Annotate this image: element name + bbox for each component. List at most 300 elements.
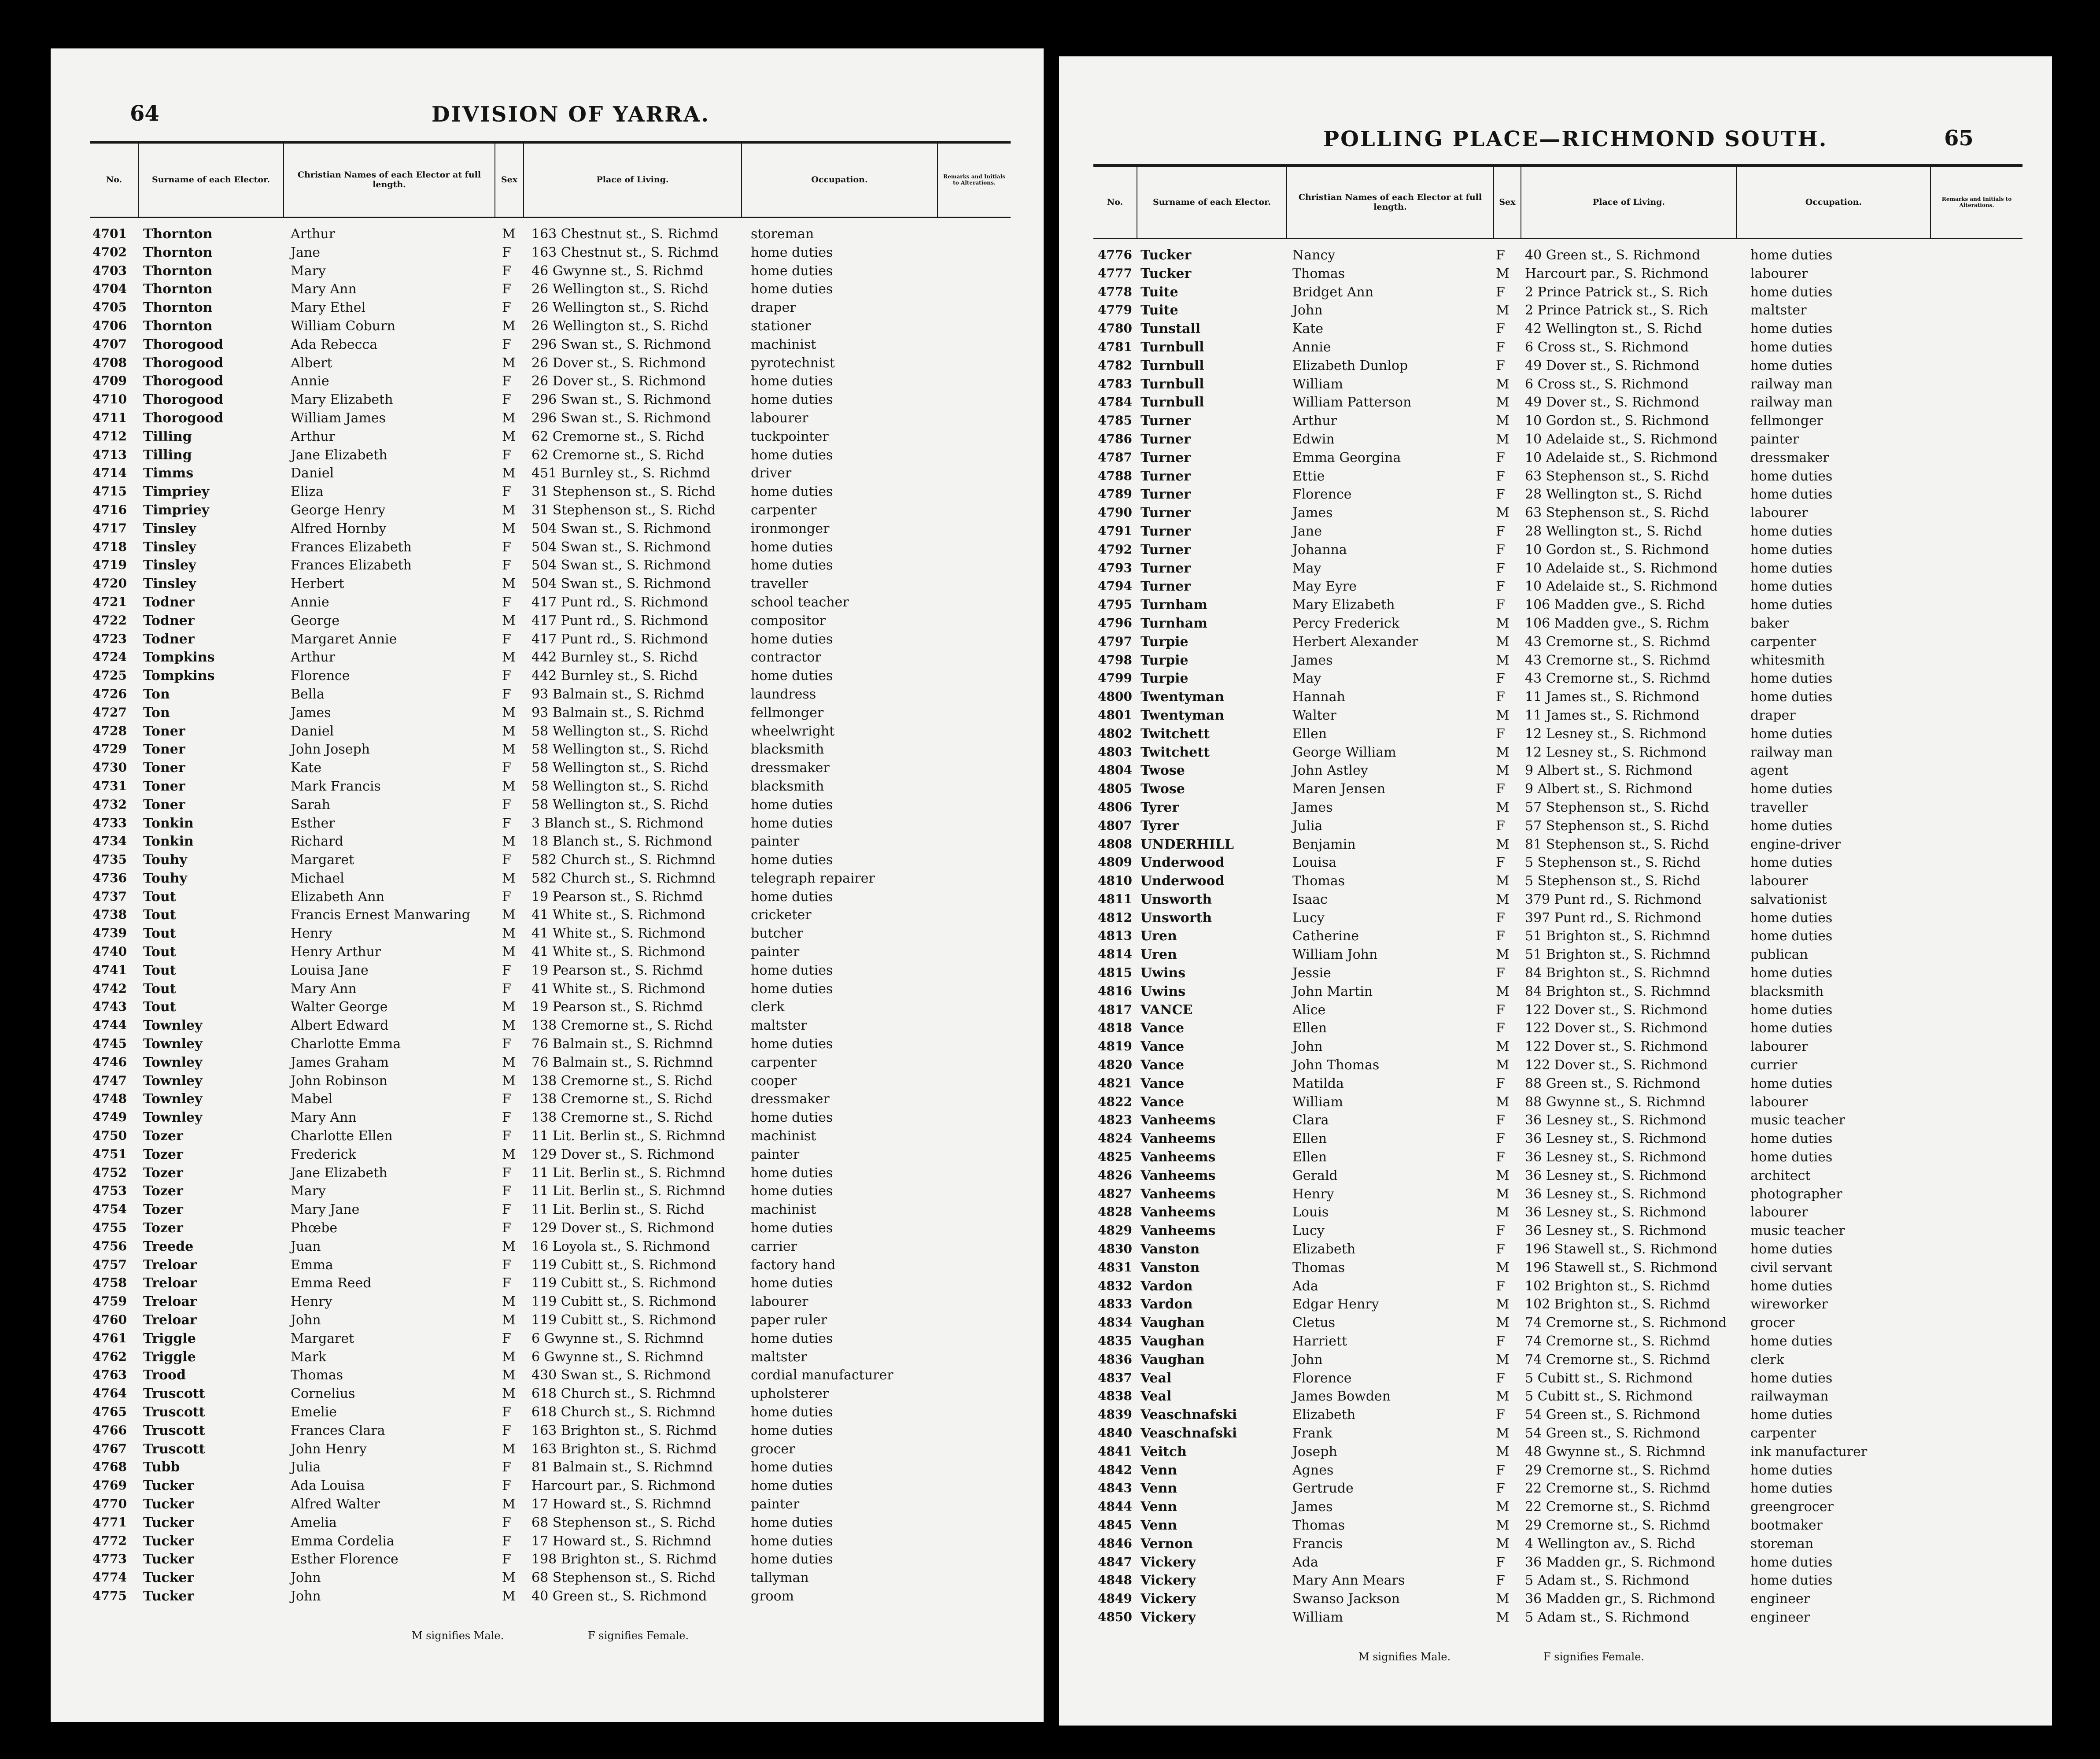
place-of-living: 63 Stephenson st., S. Richd <box>1525 468 1709 484</box>
elector-number: 4748 <box>92 1091 127 1106</box>
surname: Veal <box>1140 1389 1172 1404</box>
occupation: music teacher <box>1750 1223 1845 1239</box>
column-header-sex: Sex <box>495 144 524 217</box>
surname: Turner <box>1140 468 1191 484</box>
occupation: home duties <box>1750 1462 1833 1478</box>
place-of-living: 62 Cremorne st., S. Richd <box>531 447 705 463</box>
surname: Todner <box>143 594 195 610</box>
elector-row <box>51 1219 1044 1237</box>
elector-number: 4771 <box>92 1515 127 1530</box>
christian-names: Mary Elizabeth <box>291 392 393 408</box>
christian-names: Ellen <box>1292 1131 1327 1147</box>
elector-row <box>51 758 1044 777</box>
elector-number: 4709 <box>92 373 127 388</box>
christian-names: Matilda <box>1292 1075 1344 1091</box>
place-of-living: 74 Cremorne st., S. Richmond <box>1525 1315 1727 1331</box>
sex: F <box>1496 1223 1505 1239</box>
christian-names: Harriett <box>1292 1334 1347 1349</box>
place-of-living: 5 Adam st., S. Richmond <box>1525 1609 1690 1625</box>
christian-names: Edgar Henry <box>1292 1297 1379 1312</box>
occupation: draper <box>751 300 796 316</box>
surname: Treede <box>143 1238 194 1254</box>
sex: M <box>502 466 516 481</box>
place-of-living: 163 Chestnut st., S. Richmd <box>531 244 719 260</box>
christian-names: William <box>1292 1094 1343 1110</box>
surname: Turnham <box>1140 615 1207 631</box>
column-header-row <box>1093 164 2022 239</box>
occupation: railway man <box>1750 744 1833 760</box>
surname: Thornton <box>143 281 213 297</box>
elector-row <box>51 1421 1044 1440</box>
elector-row <box>51 1108 1044 1127</box>
column-header-christian-names: Christian Names of each Elector at full length. <box>284 144 495 217</box>
elector-row <box>1059 1001 2052 1019</box>
elector-number: 4721 <box>92 594 127 609</box>
place-of-living: 49 Dover st., S. Richmond <box>1525 358 1700 373</box>
christian-names: Thomas <box>1292 1260 1345 1275</box>
elector-number: 4797 <box>1098 634 1132 649</box>
occupation: home duties <box>751 1404 833 1420</box>
occupation: maltster <box>751 1018 807 1034</box>
occupation: home duties <box>1750 1075 1833 1091</box>
elector-number: 4798 <box>1098 652 1132 667</box>
christian-names: Walter <box>1292 707 1336 723</box>
elector-number: 4764 <box>92 1386 127 1401</box>
elector-row <box>51 924 1044 942</box>
christian-names: Thomas <box>1292 266 1345 281</box>
elector-number: 4782 <box>1098 358 1132 373</box>
sex: F <box>502 1110 511 1126</box>
place-of-living: 6 Gwynne st., S. Richmnd <box>531 1330 704 1346</box>
christian-names: Emma <box>291 1257 333 1273</box>
elector-number: 4808 <box>1098 836 1132 851</box>
occupation: home duties <box>1750 726 1833 742</box>
christian-names: Julia <box>1292 818 1323 834</box>
sex: M <box>502 1570 516 1586</box>
christian-names: Lucy <box>1292 1223 1325 1239</box>
elector-number: 4824 <box>1098 1131 1132 1146</box>
surname: Vanheems <box>1140 1223 1216 1239</box>
surname: Venn <box>1140 1499 1177 1515</box>
elector-row <box>1059 503 2052 522</box>
elector-row <box>1059 1350 2052 1369</box>
elector-number: 4707 <box>92 336 127 351</box>
elector-number: 4815 <box>1098 965 1132 980</box>
occupation: home duties <box>1750 1370 1833 1386</box>
surname: Ton <box>143 705 170 721</box>
surname: Venn <box>1140 1517 1177 1533</box>
elector-row <box>1059 375 2052 393</box>
christian-names: Jane Elizabeth <box>291 1165 388 1181</box>
elector-row <box>1059 1019 2052 1037</box>
surname: Tout <box>143 981 176 997</box>
sex: M <box>502 705 516 721</box>
sex: F <box>1496 1131 1505 1147</box>
christian-names: Arthur <box>1292 413 1337 429</box>
occupation: ink manufacturer <box>1750 1444 1867 1460</box>
place-of-living: 296 Swan st., S. Richmond <box>531 410 711 426</box>
surname: Toner <box>143 723 185 739</box>
elector-number: 4762 <box>92 1349 127 1364</box>
elector-number: 4726 <box>92 686 127 701</box>
elector-number: 4740 <box>92 944 127 959</box>
elector-row <box>51 280 1044 298</box>
elector-row <box>1059 485 2052 503</box>
left-page <box>51 48 1044 1722</box>
surname: Tilling <box>143 429 192 444</box>
elector-row <box>1059 577 2052 595</box>
sex: F <box>502 1128 511 1144</box>
elector-row <box>1059 798 2052 817</box>
elector-row <box>1059 632 2052 651</box>
elector-number: 4717 <box>92 521 127 536</box>
surname: Unsworth <box>1140 891 1212 907</box>
occupation: home duties <box>751 1515 833 1530</box>
occupation: home duties <box>1750 928 1833 944</box>
christian-names: Emma Cordelia <box>291 1533 395 1549</box>
surname: Triggle <box>143 1349 196 1365</box>
elector-row <box>51 390 1044 409</box>
surname: Vanheems <box>1140 1112 1216 1128</box>
footnote-female: F signifies Female. <box>1543 1651 1645 1663</box>
place-of-living: 618 Church st., S. Richmnd <box>531 1386 716 1402</box>
occupation: railway man <box>1750 395 1833 410</box>
sex: F <box>1496 689 1505 705</box>
occupation: labourer <box>751 1294 808 1310</box>
christian-names: James <box>1292 505 1333 521</box>
place-of-living: 10 Adelaide st., S. Richmond <box>1525 450 1718 466</box>
surname: Vickery <box>1140 1573 1196 1589</box>
place-of-living: 26 Wellington st., S. Richd <box>531 318 709 334</box>
elector-row <box>1059 706 2052 724</box>
sex: F <box>502 373 511 389</box>
sex: M <box>1496 1426 1509 1441</box>
sex: F <box>502 962 511 978</box>
surname: Turner <box>1140 431 1191 447</box>
occupation: dressmaker <box>751 760 830 776</box>
elector-row <box>51 850 1044 869</box>
place-of-living: 93 Balmain st., S. Richmd <box>531 705 705 721</box>
place-of-living: 618 Church st., S. Richmnd <box>531 1404 716 1420</box>
elector-number: 4806 <box>1098 799 1132 814</box>
surname: Unsworth <box>1140 910 1212 926</box>
sex: F <box>1496 284 1505 300</box>
sex: F <box>502 558 511 573</box>
place-of-living: 5 Stephenson st., S. Richd <box>1525 873 1701 889</box>
place-of-living: 11 Lit. Berlin st., S. Richmnd <box>531 1183 726 1199</box>
place-of-living: 11 Lit. Berlin st., S. Richmnd <box>531 1128 726 1144</box>
surname: Toner <box>143 778 185 794</box>
occupation: upholsterer <box>751 1386 829 1402</box>
sex: F <box>1496 1020 1505 1036</box>
occupation: home duties <box>751 1552 833 1567</box>
sex: F <box>1496 965 1505 981</box>
occupation: home duties <box>751 539 833 555</box>
surname: Turner <box>1140 579 1191 595</box>
sex: F <box>1496 1002 1505 1018</box>
elector-row <box>51 1440 1044 1458</box>
occupation: home duties <box>1750 1407 1833 1423</box>
occupation: home duties <box>751 1110 833 1126</box>
occupation: home duties <box>1750 781 1833 797</box>
elector-row <box>51 740 1044 758</box>
place-of-living: 40 Green st., S. Richmond <box>531 1588 707 1604</box>
surname: Tonkin <box>143 815 194 831</box>
sex: F <box>1496 1278 1505 1294</box>
christian-names: Ellen <box>1292 1149 1327 1165</box>
elector-number: 4770 <box>92 1496 127 1511</box>
surname: Turner <box>1140 450 1191 466</box>
sex: M <box>502 1312 516 1328</box>
place-of-living: 119 Cubitt st., S. Richmond <box>531 1312 716 1328</box>
surname: Veaschnafski <box>1140 1426 1237 1441</box>
elector-row <box>1059 1240 2052 1258</box>
christian-names: Mary <box>291 1183 326 1199</box>
surname: UNDERHILL <box>1140 836 1234 852</box>
occupation: home duties <box>751 1423 833 1438</box>
surname: Tozer <box>143 1146 183 1162</box>
elector-row <box>1059 1074 2052 1093</box>
occupation: home duties <box>751 962 833 978</box>
surname: Timpriey <box>143 502 210 518</box>
sex: F <box>502 1515 511 1530</box>
occupation: home duties <box>1750 818 1833 834</box>
sex: F <box>502 1330 511 1346</box>
elector-row <box>1059 1332 2052 1350</box>
christian-names: Michael <box>291 870 344 886</box>
place-of-living: 582 Church st., S. Richmnd <box>531 852 716 868</box>
sex: F <box>1496 542 1505 558</box>
christian-names: Cornelius <box>291 1386 355 1402</box>
surname: Townley <box>143 1110 203 1126</box>
elector-number: 4761 <box>92 1330 127 1345</box>
elector-row <box>51 979 1044 998</box>
christian-names: William <box>1292 1609 1343 1625</box>
column-header-number: No. <box>90 144 139 217</box>
elector-row <box>51 262 1044 280</box>
surname: Uwins <box>1140 965 1186 981</box>
christian-names: Mary Jane <box>291 1202 360 1218</box>
place-of-living: 43 Cremorne st., S. Richmd <box>1525 671 1710 687</box>
christian-names: John Thomas <box>1292 1057 1380 1073</box>
christian-names: John Joseph <box>291 742 370 758</box>
sex: M <box>502 1238 516 1254</box>
surname: Vance <box>1140 1094 1185 1110</box>
elector-number: 4850 <box>1098 1609 1132 1624</box>
surname: Veal <box>1140 1370 1172 1386</box>
occupation: carpenter <box>1750 1426 1816 1441</box>
place-of-living: 5 Cubitt st., S. Richmond <box>1525 1370 1693 1386</box>
elector-row <box>1059 1461 2052 1479</box>
christian-names: Alice <box>1292 1002 1326 1018</box>
place-of-living: 196 Stawell st., S. Richmond <box>1525 1260 1718 1275</box>
place-of-living: 10 Gordon st., S. Richmond <box>1525 542 1709 558</box>
surname: Ton <box>143 686 170 702</box>
surname: Treloar <box>143 1257 197 1273</box>
page-title: POLLING PLACE—RICHMOND SOUTH. <box>1323 127 1828 152</box>
occupation: currier <box>1750 1057 1797 1073</box>
elector-number: 4804 <box>1098 763 1132 778</box>
occupation: home duties <box>1750 1278 1833 1294</box>
sex: M <box>502 226 516 242</box>
christian-names: Margaret <box>291 1330 354 1346</box>
occupation: maltster <box>751 1349 807 1365</box>
christian-names: Florence <box>1292 1370 1352 1386</box>
elector-number: 4788 <box>1098 468 1132 483</box>
occupation: home duties <box>1750 1242 1833 1257</box>
christian-names: Louis <box>1292 1205 1329 1220</box>
elector-number: 4729 <box>92 742 127 757</box>
place-of-living: 26 Wellington st., S. Richd <box>531 281 709 297</box>
elector-number: 4793 <box>1098 560 1132 575</box>
column-header-place-of-living: Place of Living. <box>1521 167 1737 238</box>
surname: Tucker <box>143 1515 194 1530</box>
place-of-living: 46 Gwynne st., S. Richmd <box>531 263 704 279</box>
place-of-living: 12 Lesney st., S. Richmond <box>1525 744 1707 760</box>
elector-number: 4768 <box>92 1460 127 1474</box>
sex: F <box>1496 781 1505 797</box>
surname: Tompkins <box>143 650 215 665</box>
sex: M <box>1496 505 1509 521</box>
occupation: engineer <box>1750 1609 1810 1625</box>
christian-names: Henry <box>291 1294 332 1310</box>
surname: Treloar <box>143 1294 197 1310</box>
christian-names: Frances Clara <box>291 1423 385 1438</box>
place-of-living: 58 Wellington st., S. Richd <box>531 778 709 794</box>
place-of-living: 10 Adelaide st., S. Richmond <box>1525 431 1718 447</box>
sex: M <box>502 1018 516 1034</box>
elector-number: 4779 <box>1098 303 1132 318</box>
surname: Thorogood <box>143 392 223 408</box>
elector-number: 4780 <box>1098 321 1132 336</box>
christian-names: Mary Ann <box>291 981 357 997</box>
elector-number: 4829 <box>1098 1223 1132 1238</box>
sex: M <box>502 1294 516 1310</box>
surname: Twitchett <box>1140 744 1210 760</box>
elector-row <box>51 1348 1044 1366</box>
elector-row <box>51 1053 1044 1072</box>
occupation: carpenter <box>751 1054 817 1070</box>
elector-row <box>1059 338 2052 356</box>
place-of-living: 138 Cremorne st., S. Richd <box>531 1091 713 1107</box>
elector-row <box>1059 430 2052 448</box>
occupation: blacksmith <box>1750 983 1824 999</box>
surname: Todner <box>143 631 195 647</box>
elector-number: 4730 <box>92 760 127 775</box>
place-of-living: 48 Gwynne st., S. Richmnd <box>1525 1444 1706 1460</box>
elector-number: 4835 <box>1098 1334 1132 1349</box>
place-of-living: 36 Madden gr., S. Richmond <box>1525 1554 1716 1570</box>
elector-row <box>1059 687 2052 706</box>
christian-names: Jane Elizabeth <box>291 447 388 463</box>
place-of-living: 451 Burnley st., S. Richmd <box>531 466 711 481</box>
surname: Townley <box>143 1018 203 1034</box>
sex: F <box>1496 1075 1505 1091</box>
christian-names: Thomas <box>1292 1517 1345 1533</box>
surname: VANCE <box>1140 1002 1193 1018</box>
place-of-living: 17 Howard st., S. Richmnd <box>531 1533 712 1549</box>
elector-row <box>51 1274 1044 1292</box>
elector-row <box>51 1568 1044 1587</box>
place-of-living: 74 Cremorne st., S. Richmd <box>1525 1334 1710 1349</box>
place-of-living: 138 Cremorne st., S. Richd <box>531 1073 713 1089</box>
elector-row <box>1059 1295 2052 1313</box>
occupation: home duties <box>751 797 833 813</box>
elector-number: 4783 <box>1098 376 1132 391</box>
christian-names: Mary Ann Mears <box>1292 1573 1405 1589</box>
place-of-living: 68 Stephenson st., S. Richd <box>531 1515 716 1530</box>
elector-number: 4725 <box>92 668 127 683</box>
surname: Tucker <box>1140 266 1192 281</box>
occupation: home duties <box>1750 855 1833 871</box>
christian-names: Lucy <box>1292 910 1325 926</box>
christian-names: George <box>291 613 340 628</box>
surname: Townley <box>143 1036 203 1052</box>
surname: Tinsley <box>143 539 196 555</box>
christian-names: James Bowden <box>1292 1389 1391 1404</box>
sex: F <box>502 1478 511 1494</box>
sex: F <box>502 1257 511 1273</box>
christian-names: Emma Reed <box>291 1275 372 1291</box>
surname: Tozer <box>143 1220 183 1236</box>
sex: F <box>502 1423 511 1438</box>
place-of-living: 68 Stephenson st., S. Richd <box>531 1570 716 1586</box>
sex: M <box>502 778 516 794</box>
surname: Tucker <box>143 1533 194 1549</box>
occupation: home duties <box>1750 671 1833 687</box>
sex: M <box>1496 413 1509 429</box>
christian-names: Louisa Jane <box>291 962 369 978</box>
elector-row <box>1059 283 2052 301</box>
elector-row <box>51 1587 1044 1605</box>
elector-number: 4846 <box>1098 1536 1132 1551</box>
elector-row <box>51 1458 1044 1476</box>
sex: M <box>1496 1315 1509 1331</box>
surname: Thornton <box>143 300 213 316</box>
elector-row <box>51 666 1044 685</box>
surname: Vance <box>1140 1057 1185 1073</box>
elector-row <box>1059 1442 2052 1461</box>
elector-number: 4719 <box>92 558 127 573</box>
sex: M <box>502 1349 516 1365</box>
surname: Timpriey <box>143 484 210 500</box>
elector-number: 4842 <box>1098 1462 1132 1477</box>
place-of-living: 417 Punt rd., S. Richmond <box>531 631 709 647</box>
elector-number: 4708 <box>92 355 127 370</box>
elector-number: 4784 <box>1098 395 1132 410</box>
christian-names: Johanna <box>1292 542 1347 558</box>
elector-number: 4799 <box>1098 671 1132 686</box>
christian-names: Mark <box>291 1349 327 1365</box>
elector-number: 4785 <box>1098 413 1132 428</box>
sex: F <box>1496 248 1505 263</box>
christian-names: Mary Ann <box>291 281 357 297</box>
sex: M <box>1496 1186 1509 1202</box>
place-of-living: 379 Punt rd., S. Richmond <box>1525 891 1702 907</box>
sex: F <box>502 539 511 555</box>
place-of-living: 88 Gwynne st., S. Richmnd <box>1525 1094 1706 1110</box>
sex: F <box>502 447 511 463</box>
sex: F <box>1496 450 1505 466</box>
surname: Tinsley <box>143 558 196 573</box>
surname: Thorogood <box>143 355 223 371</box>
sex: F <box>502 244 511 260</box>
place-of-living: 5 Stephenson st., S. Richd <box>1525 855 1701 871</box>
elector-row <box>51 1200 1044 1219</box>
occupation: painter <box>751 944 800 960</box>
surname: Vaughan <box>1140 1352 1205 1367</box>
place-of-living: 102 Brighton st., S. Richmd <box>1525 1297 1710 1312</box>
